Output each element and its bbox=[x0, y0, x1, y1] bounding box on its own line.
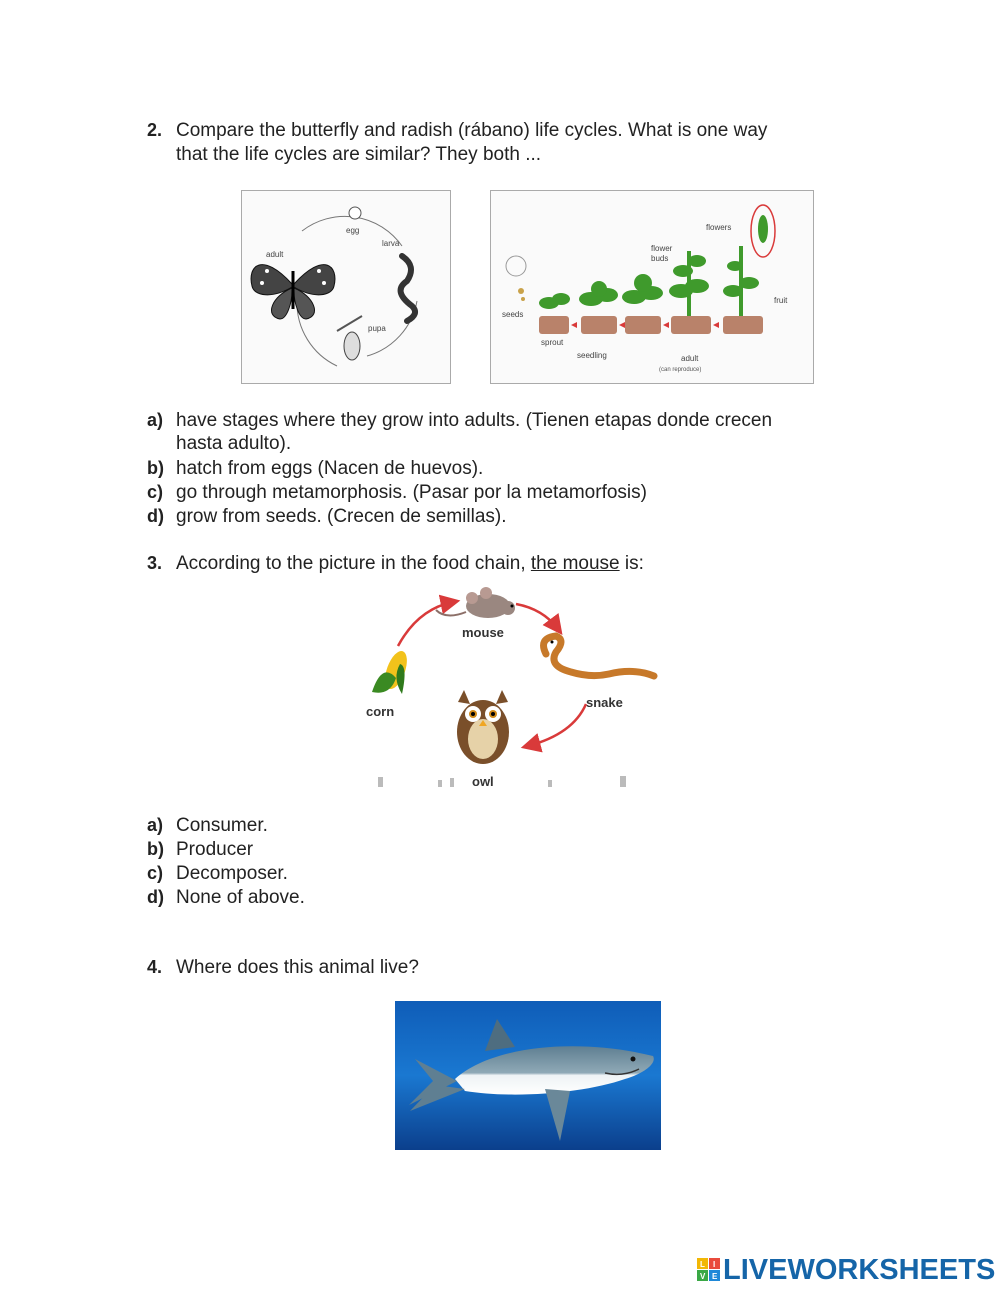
q2-option-b[interactable] bbox=[147, 456, 483, 481]
svg-text:I: I bbox=[713, 1260, 716, 1269]
label-mouse: mouse bbox=[462, 625, 504, 640]
q3-option-a[interactable] bbox=[147, 813, 268, 838]
q3-option-b[interactable] bbox=[147, 837, 253, 862]
q3-option-d-letter: d) bbox=[147, 887, 164, 907]
label-owl: owl bbox=[472, 774, 494, 789]
svg-text:V: V bbox=[700, 1272, 706, 1281]
question-2-number: 2. bbox=[147, 120, 163, 140]
q3-option-a-letter: a) bbox=[147, 815, 164, 835]
q2-option-a-text-line2: hasta adulto). bbox=[176, 433, 292, 454]
q2-option-a-text: have stages where they grow into adults. (Tienen etapas donde crecen bbox=[176, 410, 773, 431]
q3-option-d-text: None of above. bbox=[176, 887, 305, 908]
q2-option-c-letter: c) bbox=[147, 482, 164, 502]
label-flowers: flowers bbox=[706, 223, 732, 232]
q2-option-b-text: hatch from eggs (Nacen de huevos). bbox=[176, 458, 484, 479]
question-4-number: 4. bbox=[147, 957, 163, 977]
snake-icon bbox=[544, 636, 654, 676]
corn-icon bbox=[372, 648, 411, 694]
liveworksheets-logo-text: LIVEWORKSHEETS bbox=[723, 1253, 996, 1286]
label-adult: adult bbox=[266, 250, 284, 259]
q2-option-c[interactable] bbox=[147, 480, 647, 505]
question-3-text: According to the picture in the food chain, the mouse is: bbox=[176, 553, 644, 574]
q3-option-d[interactable] bbox=[147, 885, 305, 910]
q2-option-b-letter: b) bbox=[147, 458, 164, 478]
svg-text:L: L bbox=[700, 1260, 705, 1269]
q2-option-a[interactable] bbox=[147, 408, 772, 433]
q3-option-c-text: Decomposer. bbox=[176, 863, 288, 884]
plant-life-cycle-figure bbox=[490, 190, 814, 384]
label-egg: egg bbox=[346, 226, 360, 235]
label-pupa: pupa bbox=[368, 324, 386, 333]
question-3-number: 3. bbox=[147, 553, 163, 573]
egg-icon bbox=[349, 207, 361, 219]
q3-option-b-text: Producer bbox=[176, 839, 254, 860]
q2-option-d-letter: d) bbox=[147, 506, 164, 526]
label-snake: snake bbox=[586, 695, 623, 710]
caterpillar-icon bbox=[401, 256, 415, 321]
liveworksheets-logo[interactable] bbox=[697, 1255, 995, 1285]
underlined-the-mouse: the mouse bbox=[530, 553, 620, 574]
q2-option-c-text: go through metamorphosis. (Pasar por la metamorfosis) bbox=[176, 482, 647, 503]
shark-image bbox=[395, 1001, 661, 1150]
svg-text:E: E bbox=[712, 1272, 718, 1281]
label-can-reproduce: (can reproduce) bbox=[659, 367, 702, 373]
question-2-text-line2: that the life cycles are similar? They both ... bbox=[176, 144, 542, 165]
butterfly-icon bbox=[251, 265, 335, 319]
q2-option-a-letter: a) bbox=[147, 410, 164, 430]
label-seeds: seeds bbox=[502, 310, 524, 319]
label-fruit: fruit bbox=[774, 296, 788, 305]
label-seedling: seedling bbox=[577, 351, 607, 360]
label-sprout: sprout bbox=[541, 338, 564, 347]
liveworksheets-logo-icon bbox=[697, 1258, 721, 1282]
q3-option-a-text: Consumer. bbox=[176, 815, 268, 836]
q2-option-d-text: grow from seeds. (Crecen de semillas). bbox=[176, 506, 507, 527]
label-plant-adult: adult bbox=[681, 354, 699, 363]
label-corn: corn bbox=[366, 704, 395, 719]
shark-photo bbox=[395, 1001, 661, 1150]
question-2-text-line1: Compare the butterfly and radish (rábano) life cycles. What is one way bbox=[176, 120, 768, 141]
butterfly-life-cycle-figure bbox=[241, 190, 451, 384]
q2-option-d[interactable] bbox=[147, 504, 507, 529]
owl-icon bbox=[457, 690, 509, 764]
plant-life-cycle-diagram bbox=[491, 191, 813, 383]
food-chain-figure bbox=[358, 584, 658, 792]
chrysalis-icon bbox=[344, 332, 360, 360]
label-larva: larva bbox=[382, 239, 400, 248]
q3-option-c[interactable] bbox=[147, 861, 288, 886]
food-chain-diagram bbox=[358, 584, 658, 792]
q3-option-c-letter: c) bbox=[147, 863, 164, 883]
label-buds: buds bbox=[651, 254, 669, 263]
question-4-text: Where does this animal live? bbox=[176, 957, 419, 978]
q3-option-b-letter: b) bbox=[147, 839, 164, 859]
label-flower: flower bbox=[651, 244, 673, 253]
butterfly-life-cycle-diagram bbox=[242, 191, 450, 383]
